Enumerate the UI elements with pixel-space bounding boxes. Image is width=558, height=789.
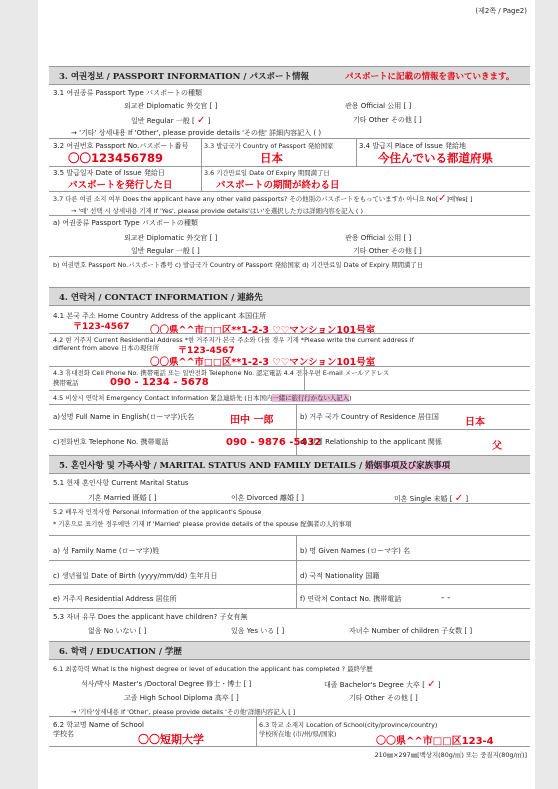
emergency-name-label: a)성명 Full Name in English(ローマ字)氏名 [53,413,195,421]
other-official[interactable]: 관용 Official 公用 [ ] [345,234,412,242]
home-address-label: 4.1 본국 주소 Home Country Address of the applicant 本国住所 [53,312,267,320]
home-address-value: 〇〇県^^市□□区**1-2-3 ♡♡マンション101号室 [150,325,376,336]
other-passport-fields: b) 여권번호 Passport No.パスポート番号 c) 발급국가 Country of Passport 発給国家 d) 기간만료일 Date of Expiry 期間満了日 [53,261,424,269]
phone-label: 4.3 휴대전화 Cell Phone No. 携帯電話 또는 일반전화 Telephone No. 認定電話 4.4 전자우편 E-mail メールアドレス [53,369,390,377]
regular-check-icon: ✓ [197,115,206,126]
emergency-label-text: 4.5 비상시 연락처 Emergency Contact Information 緊急連絡先 (日本国内 [53,394,273,402]
education-other-detail: → '기타'상세내용 If 'Other', please provide details 'その他'詳細内容記入 [ ] [71,708,296,716]
section-education-header [49,641,530,660]
yes-option[interactable]: ]예Yes[ ] [446,195,473,203]
emergency-highlight: 一緒に旅行行かない人記入 [272,394,350,402]
regular-option[interactable] [131,115,210,126]
page-label: (제2쪽 / Page2) [475,7,527,15]
passport-note: パスポートに記載の情報を書いていきます。 [345,72,515,82]
phone-label-2: 携帯電話 [53,379,79,387]
country-value: 日本 [260,151,283,165]
school-location-value: 〇〇県^^市□□区123-4 [376,736,494,747]
other-passport-detail: → '예' 선택 시 상세내용 기재 If 'Yes', please provide details'はい'を選択した方は詳細内容を記入 ( ) [71,207,363,215]
passport-no-value: 〇〇123456789 [68,151,164,165]
spouse-dob: c) 생년월일 Date of Birth (yyyy/mm/dd) 生年月日 [53,572,218,580]
school-name-label-2: 学校名 [53,730,74,738]
section-title: 6. 학력 / EDUCATION / 学歴 [59,647,182,657]
highschool-option[interactable]: 고졸 High School Diploma 高卒 [ ] [124,694,239,702]
section-title [59,459,450,471]
relationship-label: d) 관계 Relationship to the applicant 関係 [300,438,442,446]
children-yes-option[interactable]: 있음 Yes いる [ ] [231,627,285,635]
other-option[interactable]: 기타 Other その他 [ ] [353,116,422,124]
section-title: 3. 여권정보 / PASSPORT INFORMATION / パスポート情報 [59,72,309,82]
other-regular[interactable]: 일반 Regular 一般 [ ] [131,247,200,255]
bachelor-check-icon: ✓ [427,679,436,690]
regular-bracket: ] [207,117,211,125]
expiry-label: 3.6 기간만료일 Date Of Expiry 期間満了日 [204,169,330,177]
current-address-label-2: different from above 日本の現住所 [53,344,160,352]
bachelor-label: 대졸 Bachelor's Degree 大卒 [ [324,681,425,689]
bachelor-bracket: ] [437,681,441,689]
passport-type-label: 3.1 여권종류 Passport Type パスポートの種類 [53,89,202,97]
spouse-info-note: * 기혼으로 표기한 경우에만 기재 If 'Married' please provide details of the spouse 配偶者の人的事項 [53,520,352,528]
single-label: 미혼 Single 未婚 [ [394,495,453,503]
residence-country-label: b) 거주 국가 Country of Residence 居住国 [300,413,439,421]
current-address-label: 4.2 현 거주지 Current Residential Address *현 거주지가 본국 주소와 다를 경우 기재 *Please write the current address if [53,336,414,344]
regular-label: 일반 Regular 一般 [ [131,117,195,125]
spouse-given-names: b) 명 Given Names (ローマ字) 名 [300,547,411,555]
current-zip: 〒123-4567 [178,346,235,356]
official-option[interactable]: 관용 Official 公用 [ ] [345,102,412,110]
other-other[interactable]: 기타 Other その他 [ ] [353,247,422,255]
spouse-contact: f) 연락처 Contact No. 携帯電話 [300,595,402,603]
children-number-field[interactable]: 자녀수 Number of children 子女数 [ ] [349,627,473,635]
single-bracket: ] [465,495,469,503]
residence-country-value: 日本 [465,417,485,428]
married-option[interactable]: 기혼 Married 既婚 [ ] [88,494,157,502]
other-detail: → '기타' 상세내용 If 'Other', please provide details 'その他' 詳細内容記入 ( ) [71,129,322,137]
bachelor-option[interactable] [324,679,441,690]
no-check-icon: ✓ [438,193,447,204]
home-zip: 〒123-4567 [73,322,130,332]
issue-date-value: パスポートを発行した日 [68,180,173,191]
place-label: 3.4 발급지 Place of Issue 発給地 [359,142,467,150]
section-title-highlight: 婚姻事項及び家族事項 [365,461,451,471]
master-option[interactable]: 석사/박사 Master's /Doctoral Degree 修士・博士 [ ] [81,680,252,688]
other-passport-label: 3.7 다른 여권 소지 여부 Does the applicant have any other valid passports? その他別のパスポートをもっていますか 아니요 No[ [53,195,439,203]
divorced-option[interactable]: 이혼 Divorced 離婚 [ ] [231,494,304,502]
diplomatic-option[interactable]: 외교관 Diplomatic 外交官 [ ] [124,102,218,110]
emergency-close: ) [349,394,352,402]
marital-status-label: 5.1 현재 혼인사항 Current Marital Status [53,479,189,487]
country-label: 3.3 발급국가 Country of Passport 発給国家 [204,142,334,150]
other-passport-question [53,193,473,204]
paper-spec: 210㎜×297㎜[백상지(80g/㎡) 또는 중질지(80g/㎡)] [374,751,527,759]
passport-no-label: 3.2 여권번호 Passport No.パスポート番号 [53,142,189,150]
other-passport-type: a) 여권종류 Passport Type パスポートの種類 [53,219,198,227]
section-contact-header [49,287,530,306]
education-other-option[interactable]: 기타 Other その他 [ ] [349,694,418,702]
emergency-label [53,393,352,402]
school-name-label: 6.2 학교명 Name of School [53,721,144,729]
spouse-family-name: a) 성 Family Name (ローマ字)姓 [53,547,160,555]
spouse-address: e) 거주지 Residential Address 居住所 [53,595,177,603]
emergency-name-value: 田中 一郎 [230,415,274,426]
emergency-tel-label: c)전화번호 Telephone No. 携帯電話 [53,438,169,446]
children-no-option[interactable]: 없음 No いない [ ] [88,627,147,635]
school-location-label-2: 学校所在地 (市/州/県/国家) [259,730,337,738]
school-location-label: 6.3 학교 소재지 Location of School(city/province/country) [259,721,438,729]
single-check-icon: ✓ [454,493,464,504]
relationship-value: 父 [492,441,502,452]
spouse-contact-dashes: - - [441,593,451,603]
form-page [38,0,535,789]
section-title-text: 5. 혼인사항 및 가족사항 / MARITAL STATUS AND FAMILY DETAILS / [59,461,366,471]
school-name-value: 〇〇短期大学 [138,733,204,746]
phone-value: 090 - 1234 - 5678 [110,377,209,388]
spouse-info-label: 5.2 배우자 인적사항 Personal Information of the applicant's Spouse [53,508,262,516]
section-title: 4. 연락처 / CONTACT INFORMATION / 連絡先 [59,293,263,303]
spouse-nationality: d) 국적 Nationality 国籍 [300,572,380,580]
issue-date-label: 3.5 발급일자 Date of Issue 発給日 [53,169,165,177]
education-label: 6.1 최종학력 What is the highest degree or level of education the applicant has completed ? 最終学歴 [53,665,373,673]
expiry-value: パスポートの期間が終わる日 [216,180,340,191]
section-passport-header [49,66,530,85]
children-label: 5.3 자녀 유무 Does the applicant have children? 子女有無 [53,613,248,621]
section-marital-header [49,455,530,474]
place-value: 今住んでいる都道府県 [378,151,493,165]
other-diplomatic[interactable]: 외교관 Diplomatic 外交官 [ ] [124,234,218,242]
current-address-value: 〇〇県^^市□□区**1-2-3 ♡♡マンション101号室 [150,357,376,368]
emergency-tel-value: 090 - 9876 -5432 [226,437,322,448]
